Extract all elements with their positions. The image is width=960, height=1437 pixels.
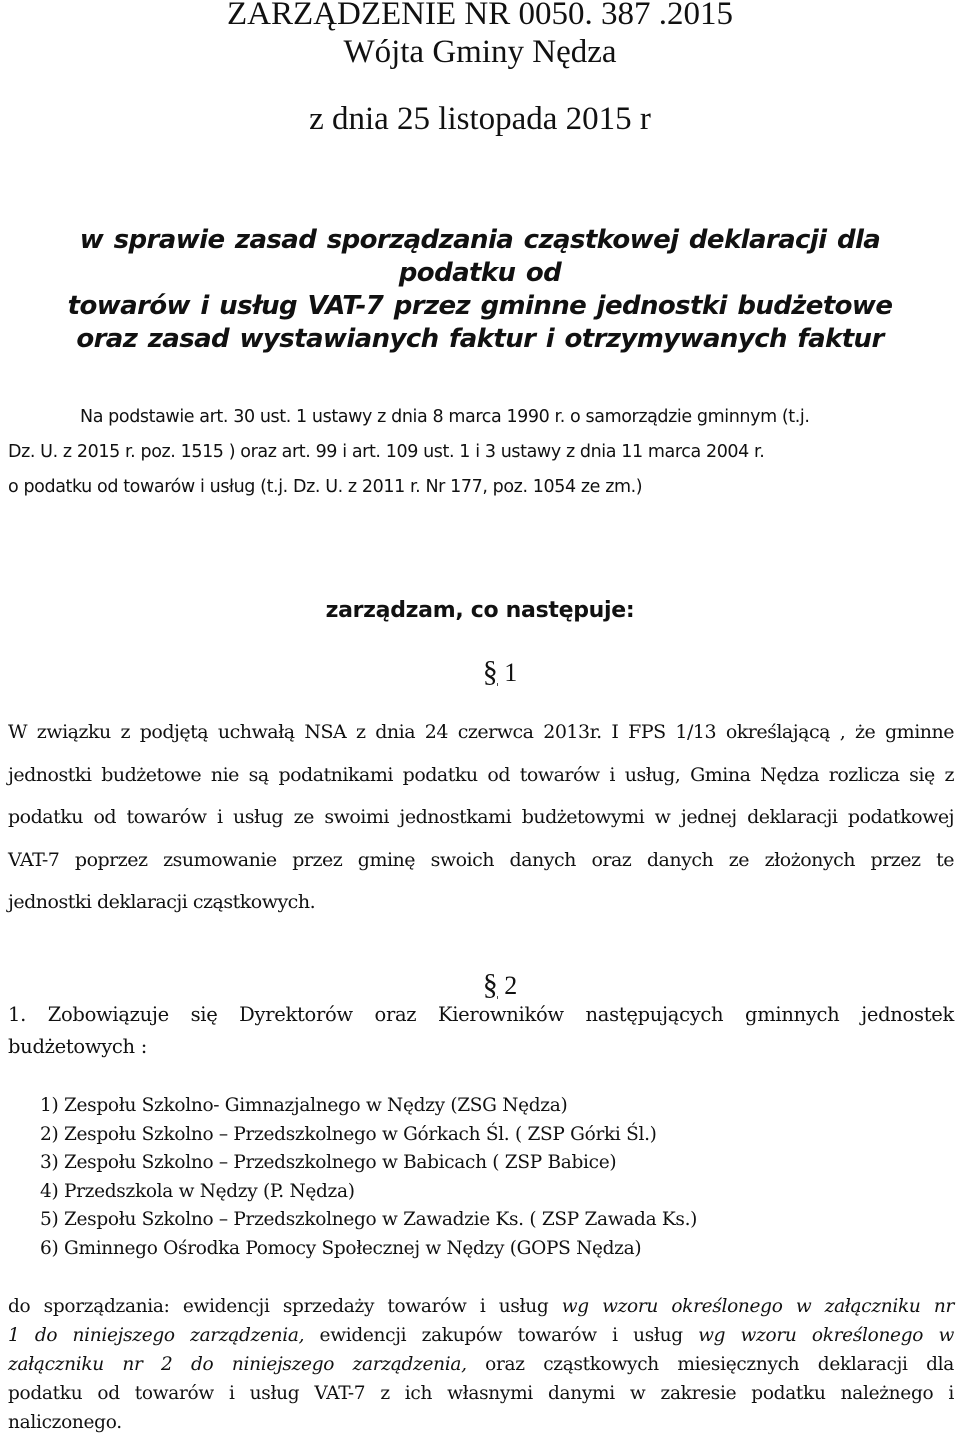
closing-l1-b: wg wzoru określonego w załączniku nr	[561, 1296, 954, 1317]
subject-line-1	[40, 224, 920, 290]
list-item: 2) Zespołu Szkolno – Przedszkolnego w Górkach Śl. ( ZSP Górki Śl.)	[40, 1123, 657, 1145]
list-item: 1) Zespołu Szkolno- Gimnazjalnego w Nędzy (ZSG Nędza)	[40, 1095, 568, 1116]
subject-line-1-rest: zasad sporządzania cząstkowej deklaracji dla podatku od	[224, 225, 881, 288]
closing-line-2	[8, 1321, 954, 1350]
list-item: 6) Gminnego Ośrodka Pomocy Społecznej w Nędzy (GOPS Nędza)	[40, 1237, 642, 1259]
paragraph-2-number: 2	[504, 971, 518, 1000]
subject-line-2: towarów i usług VAT-7 przez gminne jednostki budżetowe	[67, 291, 893, 321]
item-1-line-1: 1. Zobowiązuje się Dyrektorów oraz Kierowników następujących gminnych jednostek	[8, 1003, 954, 1026]
closing-l2-b: ewidencji zakupów towarów i usług	[304, 1325, 699, 1346]
closing-l2-a: 1 do niniejszego zarządzenia,	[8, 1325, 305, 1346]
closing-l3-b: oraz cząstkowych miesięcznych deklaracji dla	[466, 1354, 955, 1375]
paragraph-1-line-2: jednostki budżetowe nie są podatnikami podatku od towarów i usług, Gmina Nędza rozlicza się z	[8, 763, 954, 786]
closing-line-5: naliczonego.	[8, 1412, 122, 1433]
section-sign: §	[482, 655, 498, 688]
subject-block	[40, 224, 920, 356]
legal-basis-line-3: o podatku od towarów i usług (t.j. Dz. U. z 2011 r. Nr 177, poz. 1054 ze zm.)	[8, 477, 643, 497]
list-item: 5) Zespołu Szkolno – Przedszkolnego w Zawadzie Ks. ( ZSP Zawada Ks.)	[40, 1209, 698, 1230]
subject-line-3: oraz zasad wystawianych faktur i otrzymywanych faktur	[76, 324, 884, 354]
legal-basis-line-1: Na podstawie art. 30 ust. 1 ustawy z dnia 8 marca 1990 r. o samorządzie gminnym (t.j.	[80, 407, 810, 427]
units-list	[40, 1092, 940, 1263]
paragraph-2-mark	[470, 970, 530, 1001]
closing-line-1	[8, 1292, 954, 1321]
paragraph-2-item-1	[8, 999, 954, 1063]
issuer-line: Wójta Gminy Nędza	[343, 34, 617, 70]
paragraph-1-number: 1	[504, 658, 518, 687]
paragraph-1-line-5: jednostki deklaracji cząstkowych.	[8, 891, 316, 913]
section-sign: §	[482, 968, 498, 1001]
closing-text	[8, 1292, 954, 1437]
list-item: 3) Zespołu Szkolno – Przedszkolnego w Babicach ( ZSP Babice)	[40, 1152, 617, 1173]
closing-l1-a: do sporządzania: ewidencji sprzedaży towarów i usług	[8, 1296, 562, 1317]
paragraph-1-line-1: W związku z podjętą uchwałą NSA z dnia 24 czerwca 2013r. I FPS 1/13 określającą , że gminne	[8, 721, 954, 743]
closing-line-3	[8, 1350, 954, 1379]
list-item: 4) Przedszkola w Nędzy (P. Nędza)	[40, 1180, 355, 1202]
subject-lead: w sprawie	[79, 225, 225, 255]
document-date: z dnia 25 listopada 2015 r	[309, 101, 651, 137]
legal-basis-line-2: Dz. U. z 2015 r. poz. 1515 ) oraz art. 99 i art. 109 ust. 1 i 3 ustawy z dnia 11 marca 2004 r.	[8, 442, 765, 462]
paragraph-1-line-3: podatku od towarów i usług ze swoimi jednostkami budżetowymi w jednej deklaracji podatkowej	[8, 806, 954, 828]
closing-l2-c: wg wzoru określonego w	[698, 1325, 954, 1346]
legal-basis	[8, 400, 954, 505]
closing-line-4: podatku od towarów i usług VAT-7 z ich własnymi danymi w zakresie podatku należnego i	[8, 1383, 954, 1404]
document-title: ZARZĄDZENIE NR 0050. 387 .2015	[227, 0, 733, 32]
paragraph-1-mark	[470, 657, 530, 688]
decree-heading: zarządzam, co następuje:	[325, 598, 635, 623]
paragraph-1-text	[8, 711, 954, 924]
closing-l3-a: załączniku nr 2 do niniejszego zarządzenia,	[8, 1354, 467, 1375]
paragraph-1-line-4: VAT-7 poprzez zsumowanie przez gminę swoich danych oraz danych ze złożonych przez te	[8, 848, 954, 871]
item-1-line-2: budżetowych :	[8, 1035, 147, 1058]
